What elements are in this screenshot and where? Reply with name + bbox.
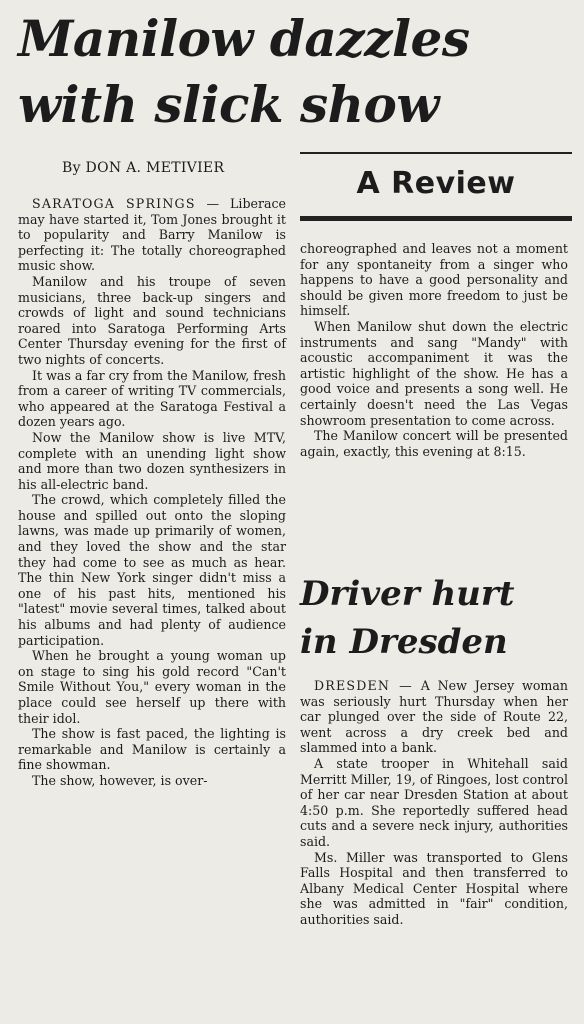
second-article-headline [300,570,572,666]
article-paragraph: The crowd, which completely filled the house and spilled out onto the sloping lawns, was made up primarily of women, and they loved the show and the star they had come to see as much as hear. The thin New York singer didn't miss a one of his past hits, mentioned his "latest" movie several times, talked about his albums and had plenty of audience participation. [18,492,286,648]
article-paragraph: It was a far cry from the Manilow, fresh from a career of writing TV commercials, who appeared at the Saratoga Festival a dozen years ago. [18,367,286,430]
article-paragraph: The show, however, is over- [32,772,208,788]
headline2-line-2: in Dresden [300,622,508,662]
headline-line-1: Manilow dazzles [18,9,470,68]
article-column-2 [300,241,568,459]
article-paragraph: DRESDEN — A New Jersey woman was seriously hurt Thursday when her car plunged over the side of Route 22, went across a dry creek bed and slammed into a bank. [300,678,568,756]
article-paragraph: When he brought a young woman up on stage to sing his gold record "Can't Smile Without You," every woman in the place could see herself up there with their idol. [18,648,286,726]
section-label: A Review [356,166,516,201]
dateline-2: DRESDEN — [314,678,413,693]
article-paragraph: A state trooper in Whitehall said Merritt Miller, 19, of Ringoes, lost control of her car near Dresden Station at about 4:50 p.m. She reportedly suffered head cuts and a severe neck injury, authorities said. [300,755,568,849]
section-rule-bottom [300,216,572,221]
headline-line-2: with slick show [18,75,439,134]
article-paragraph: SARATOGA SPRINGS — Liberace may have started it, Tom Jones brought it to popularity and Barry Manilow is perfecting it: The totally choreographed music show. [18,196,286,274]
article-paragraph: Now the Manilow show is live MTV, complete with an unending light show and more than two dozen synthesizers in his all-electric band. [18,429,286,492]
article-headline [18,6,578,138]
article-paragraph: When Manilow shut down the electric instruments and sang "Mandy" with acoustic accompaniment it was the artistic highlight of the show. He has a good voice and presents a song well. He certainly doesn't need the Las Vegas showroom presentation to come across. [300,318,568,428]
article-paragraph: The Manilow concert will be presented again, exactly, this evening at 8:15. [300,428,568,459]
article-paragraph: The show is fast paced, the lighting is remarkable and Manilow is certainly a fine showman. [18,726,286,773]
article-paragraph: Manilow and his troupe of seven musicians, three back-up singers and crowds of light and sound technicians roared into Saratoga Performing Arts Center Thursday evening for the first of two nights of concerts. [18,273,286,367]
byline: By DON A. METIVIER [62,160,225,176]
dateline: SARATOGA SPRINGS — [32,196,221,211]
section-rule-top [300,152,572,154]
article-paragraph: choreographed and leaves not a moment for any spontaneity from a singer who happens to have a good personality and should be given more freedom to just be himself. [300,241,568,319]
article-column-1 [18,196,286,789]
article-paragraph: Ms. Miller was transported to Glens Falls Hospital and then transferred to Albany Medical Center Hospital where she was admitted in "fair" condition, authorities said. [300,849,568,927]
headline2-line-1: Driver hurt [300,574,515,614]
second-article-body [300,678,568,928]
